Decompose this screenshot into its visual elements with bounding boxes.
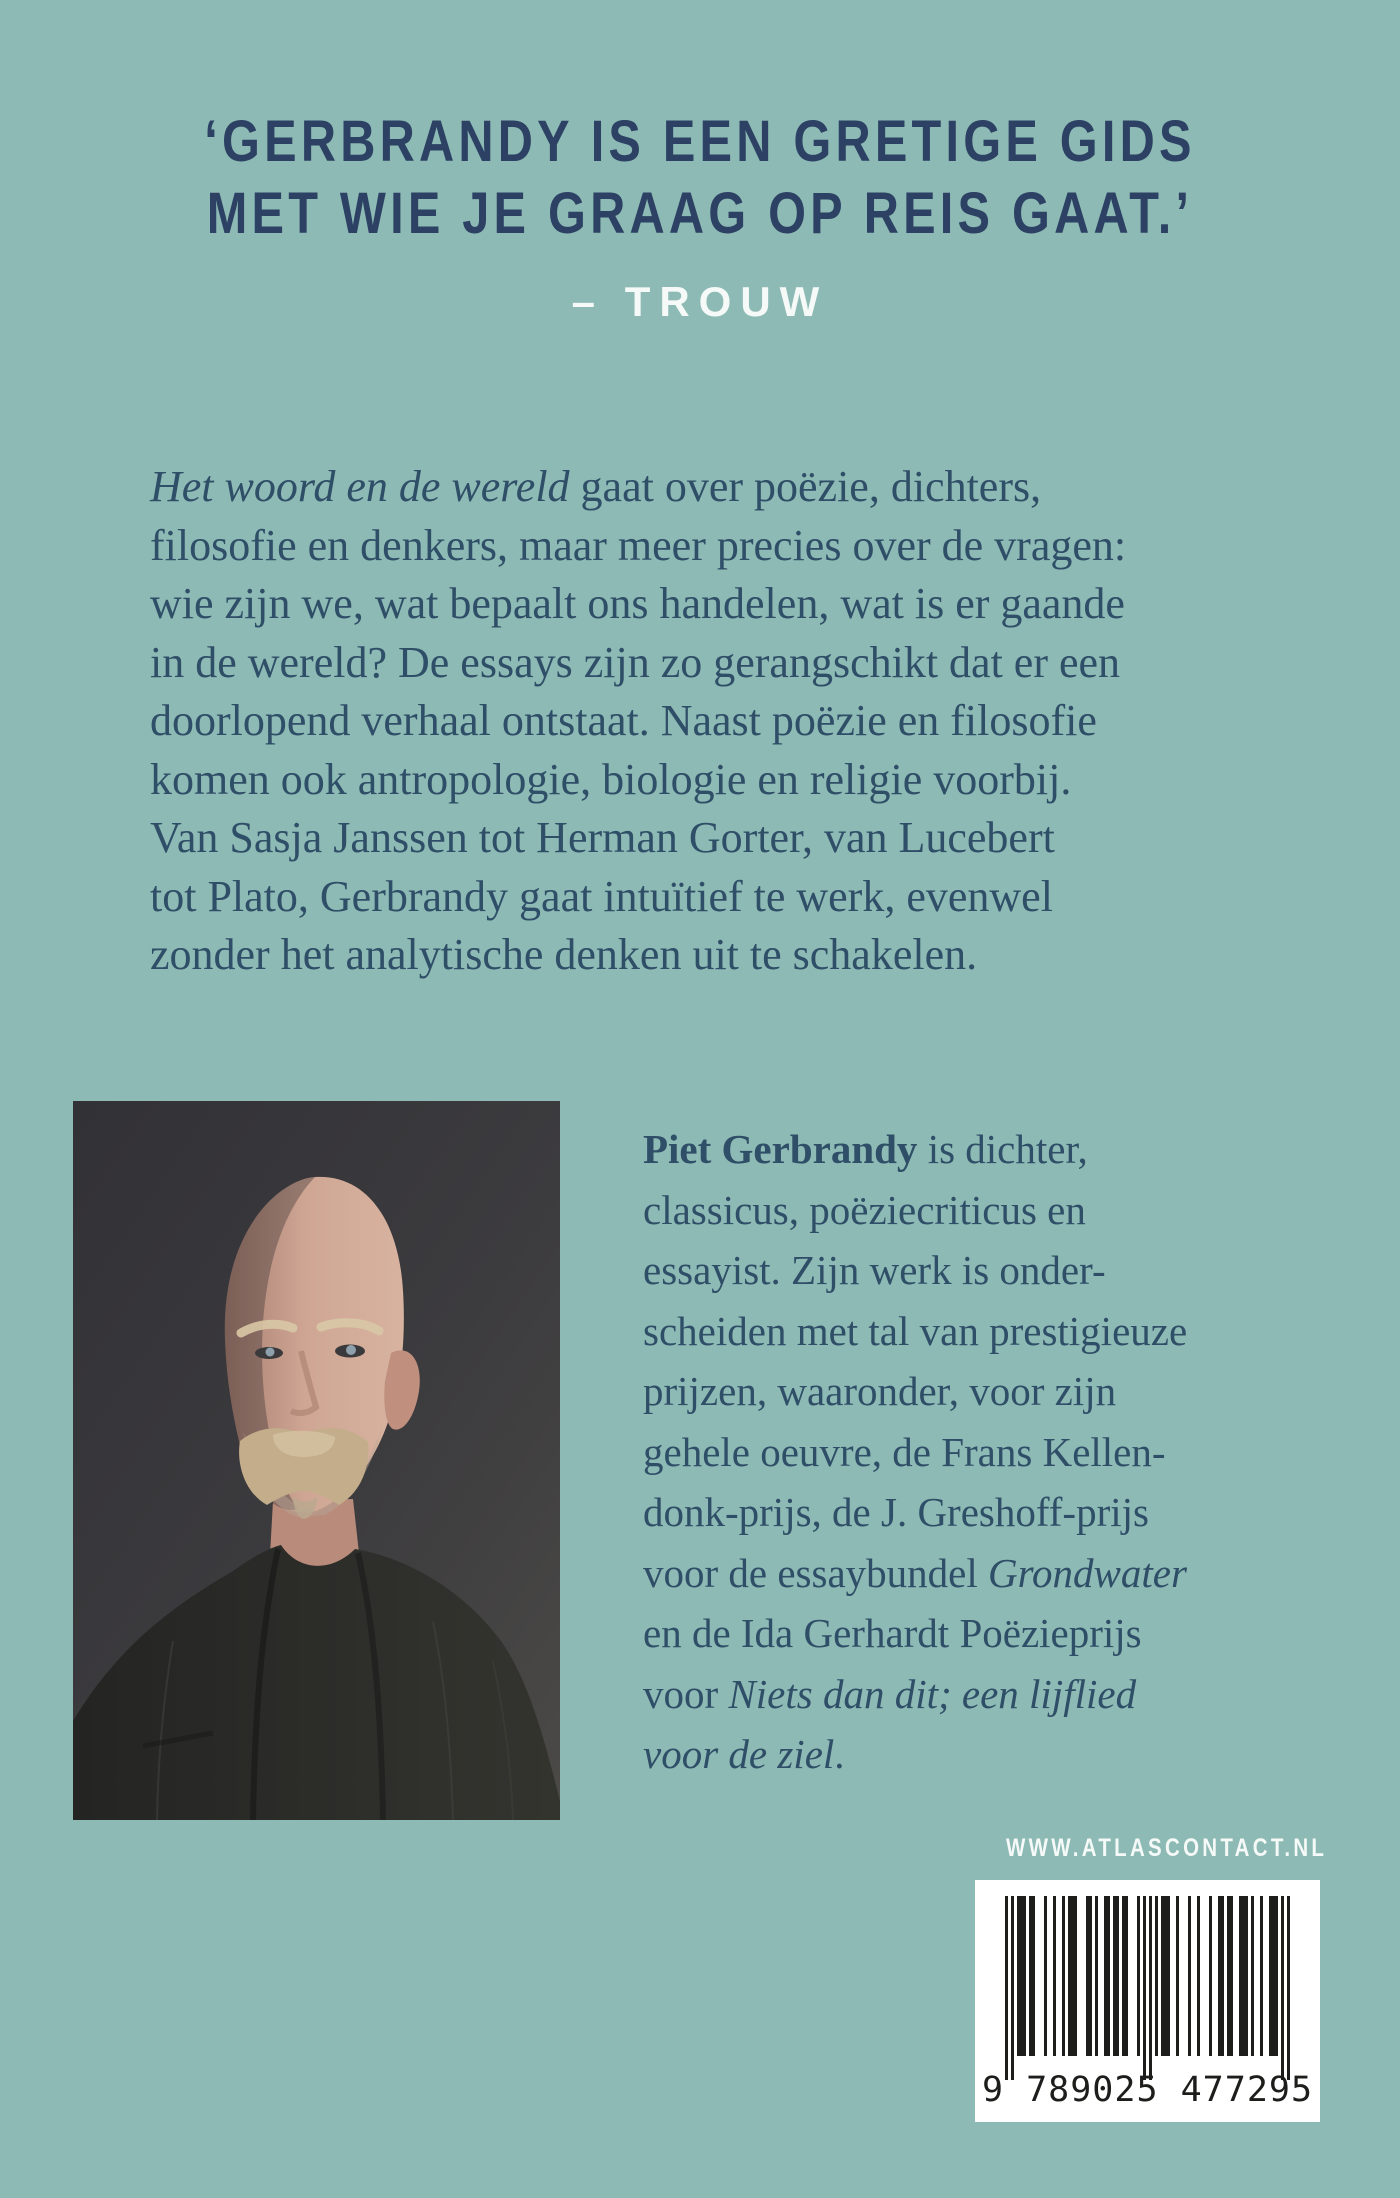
barcode-bars xyxy=(1005,1896,1290,2080)
barcode-bar xyxy=(1287,1896,1290,2080)
text-line: scheiden met tal van prestigieuze xyxy=(643,1307,1188,1354)
text-line: gehele oeuvre, de Frans Kellen- xyxy=(643,1428,1166,1475)
text-line: en de Ida Gerhardt Poëzieprijs xyxy=(643,1610,1142,1656)
text-line: voor de ziel. xyxy=(643,1731,845,1777)
text-line: filosofie en denkers, maar meer precies over de vragen: xyxy=(150,520,1127,570)
isbn-number: 9 789025 477295 xyxy=(981,2070,1314,2110)
author-bio xyxy=(643,1119,1187,1785)
text-line: classicus, poëziecriticus en xyxy=(643,1186,1086,1233)
text-line: zonder het analytische denken uit te schakelen. xyxy=(150,930,978,979)
text-line: voor de essaybundel Grondwater xyxy=(643,1549,1187,1596)
text-line: Piet Gerbrandy is dichter, xyxy=(643,1126,1088,1172)
review-quote-line-1: ‘GERBRANDY IS EEN GRETIGE GIDS xyxy=(204,109,1196,174)
text-line: wie zijn we, wat bepaalt ons handelen, wat is er gaande xyxy=(150,579,1125,628)
text-line: tot Plato, Gerbrandy gaat intuïtief te werk, evenwel xyxy=(150,871,1053,921)
text-line: komen ook antropologie, biologie en religie voorbij. xyxy=(150,754,1072,804)
author-photo xyxy=(73,1101,560,1820)
publisher-website: WWW.ATLASCONTACT.NL xyxy=(1006,1834,1328,1862)
text-line: donk-prijs, de J. Greshoff-prijs xyxy=(643,1489,1149,1535)
text-line: prijzen, waaronder, voor zijn xyxy=(643,1368,1117,1414)
text-line: Van Sasja Janssen tot Herman Gorter, van Lucebert xyxy=(150,813,1055,862)
text-line: in de wereld? De essays zijn zo gerangschikt dat er een xyxy=(150,637,1121,687)
synopsis-text xyxy=(150,458,1126,985)
text-line: essayist. Zijn werk is onder- xyxy=(643,1247,1106,1293)
text-line: Het woord en de wereld gaat over poëzie, dichters, xyxy=(150,462,1042,511)
review-quote-line-2: MET WIE JE GRAAG OP REIS GAAT.’ xyxy=(206,181,1194,246)
barcode xyxy=(975,1880,1320,2122)
review-quote xyxy=(0,106,1400,326)
text-line: voor Niets dan dit; een lijflied xyxy=(643,1670,1137,1717)
review-source: – TROUW xyxy=(571,278,829,325)
text-line: doorlopend verhaal ontstaat. Naast poëzie en filosofie xyxy=(150,696,1097,745)
